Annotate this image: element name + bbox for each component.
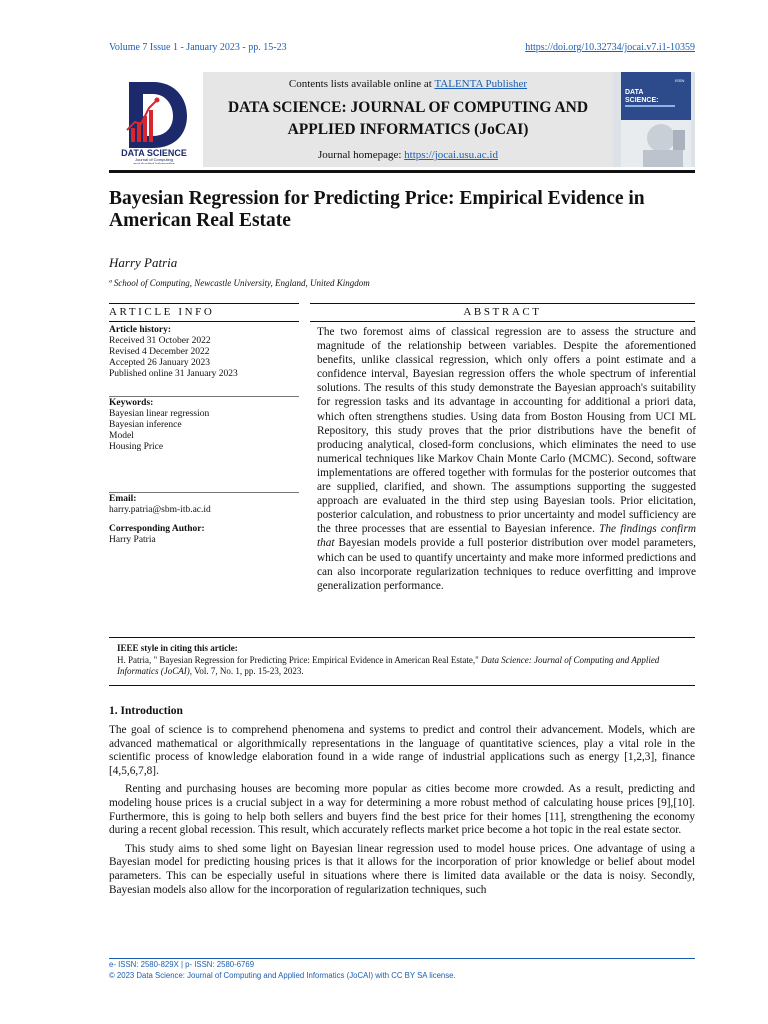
contact-block — [109, 492, 299, 546]
section-heading-introduction: 1. Introduction — [109, 705, 183, 717]
email-label: Email: — [109, 494, 137, 504]
info-section-rule — [109, 637, 695, 638]
article-title: Bayesian Regression for Predicting Price: Empirical Evidence in American Real Estate — [109, 188, 645, 231]
contents-prefix: Contents lists available online at — [288, 78, 432, 90]
body-text — [109, 724, 695, 902]
cover-title-1: DATA — [625, 89, 644, 96]
journal-logo — [109, 78, 199, 164]
body-paragraph: This study aims to shed some light on Bayesian linear regression used to model house prices. One advantage of using a Bayesian model for predicting housing prices is that it allows for the incorporation of prior knowledge or belief about model parameters. This can be especially useful in situations where there is limited data available or the data is noisy. Secondly, Bayesian models also allow for the incorporation of regularization techniques, such — [109, 842, 695, 896]
journal-masthead — [109, 72, 695, 167]
masthead-rule — [109, 170, 695, 173]
keyword-item: Bayesian inference — [109, 420, 182, 430]
citation-block — [117, 643, 695, 678]
contents-line — [203, 78, 613, 90]
page-footer — [109, 960, 456, 981]
author-affiliation: ª School of Computing, Newcastle University, England, United Kingdom — [109, 278, 370, 288]
keyword-item: Bayesian linear regression — [109, 409, 210, 419]
footer-rule — [109, 958, 695, 959]
history-published: Published online 31 January 2023 — [109, 369, 238, 379]
keyword-item: Housing Price — [109, 442, 164, 452]
abstract-text-main: The two foremost aims of classical regression are to assess the structure and magnitude of the relationship between variables. Despite the aforementioned benefits, unlike classical regression, which only offers a point estimate and a confidence interval, Bayesian regression offers the whole spectrum of inferential solutions. The results of this study demonstrate the Bayesian approach's suitability for regression tasks and its advantage in accounting for additional a priori data, which often strengthens studies. Using data from Boston Housing from UCI ML Repository, this study proves that the prior distributions have the benefit of producing analytical, closed-form conclusions, which eliminates the need to use numerical techniques like Markov Chain Monte Carlo (MCMC). Second, software implementations are offered together with formulas for the posterior outcomes that are supplied, clarified, and shown. The assumptions supporting the suggested approach are evaluated in the third step using Bayesian tools. Prior elicitation, posterior calculation, and robustness to prior uncertainty and model sufficiency are the three processes that are essential to Bayesian inference. — [317, 326, 696, 536]
doi-link[interactable]: https://doi.org/10.32734/jocai.v7.i1-10359 — [525, 42, 695, 53]
copyright-line: © 2023 Data Science: Journal of Computing and Applied Informatics (JoCAI) with CC BY SA license. — [109, 970, 456, 980]
citation-label: IEEE style in citing this article: — [117, 643, 238, 653]
journal-title-line2: APPLIED INFORMATICS (JoCAI) — [287, 121, 529, 138]
homepage-line — [203, 149, 613, 161]
logo-graphic-icon — [109, 78, 199, 164]
volume-line: Volume 7 Issue 1 - January 2023 - pp. 15-23 — [109, 42, 287, 53]
journal-title-line1: DATA SCIENCE: JOURNAL OF COMPUTING AND — [227, 99, 589, 116]
article-author: Harry Patria — [109, 255, 178, 270]
author-email[interactable]: harry.patria@sbm-itb.ac.id — [109, 505, 211, 515]
corresponding-author: Harry Patria — [109, 535, 156, 545]
abstract-heading: ABSTRACT — [310, 303, 695, 322]
cover-title-2: SCIENCE: — [625, 97, 659, 104]
journal-title — [203, 97, 613, 141]
article-info-heading: ARTICLE INFO — [109, 303, 299, 322]
history-received: Received 31 October 2022 — [109, 336, 211, 346]
logo-text-main: DATA SCIENCE — [121, 148, 187, 158]
masthead-info-box — [203, 72, 613, 167]
homepage-link[interactable]: https://jocai.usu.ac.id — [404, 149, 498, 161]
keywords-block — [109, 396, 299, 453]
body-paragraph: Renting and purchasing houses are becoming more popular as cities become more crowded. As a result, predicting and modeling house prices is a crucial subject in a way for determining a more robust method of calculating house prices [9],[10]. Furthermore, this is going to help both sellers and buyers find the best price for their homes [11], strengthening the economy during a recent global recession. This result, which accurately reflects market price become a hot topic in the real estate sector. — [109, 783, 695, 837]
keywords-label: Keywords: — [109, 398, 154, 408]
abstract-panel — [310, 303, 697, 592]
abstract-text-italic: The findings confirm that — [317, 523, 696, 550]
citation-text: H. Patria, " Bayesian Regression for Predicting Price: Empirical Evidence in American Real Estate," — [117, 654, 479, 665]
logo-text-sub2: and Applied Informatics — [133, 161, 175, 164]
article-info-panel — [109, 303, 299, 545]
abstract-text-end: Bayesian models provide a full posterior distribution over model parameters, which can be used to quantify uncertainty and make more informed predictions and can also incorporate regularization techniques to reduce overfitting and improve generalization performance. — [317, 537, 697, 592]
cover-badge: ISSN — [675, 78, 685, 83]
body-paragraph: The goal of science is to comprehend phenomena and systems to predict and control their advancement. Models, which are advanced mathematical or algorithmically representations in the language of quantitative sciences, play a vital role in the scientific process of knowledge elaboration found in a wide range of industrial applications such as energy [1,2,3], finance [4,5,6,7,8]. — [109, 724, 695, 777]
journal-cover-image — [613, 72, 695, 167]
logo-text-sub1: Journal of Computing — [134, 157, 174, 162]
abstract-text — [317, 325, 696, 593]
corresponding-label: Corresponding Author: — [109, 524, 205, 534]
citation-journal: Data Science: Journal of Computing and Applied Informatics (JoCAI) — [117, 654, 660, 676]
issn-line: e- ISSN: 2580-829X | p- ISSN: 2580-6769 — [109, 960, 255, 969]
history-revised: Revised 4 December 2022 — [109, 347, 210, 357]
keyword-item: Model — [109, 431, 134, 441]
cover-illustration-icon — [613, 72, 695, 167]
homepage-prefix: Journal homepage: — [318, 149, 402, 161]
publisher-link[interactable]: TALENTA Publisher — [434, 78, 528, 90]
running-header — [109, 42, 695, 56]
history-accepted: Accepted 26 January 2023 — [109, 358, 211, 368]
history-label: Article history: — [109, 325, 171, 335]
article-history — [109, 325, 299, 380]
citation-details: , Vol. 7, No. 1, pp. 15-23, 2023. — [189, 666, 304, 676]
citation-rule — [109, 685, 695, 686]
